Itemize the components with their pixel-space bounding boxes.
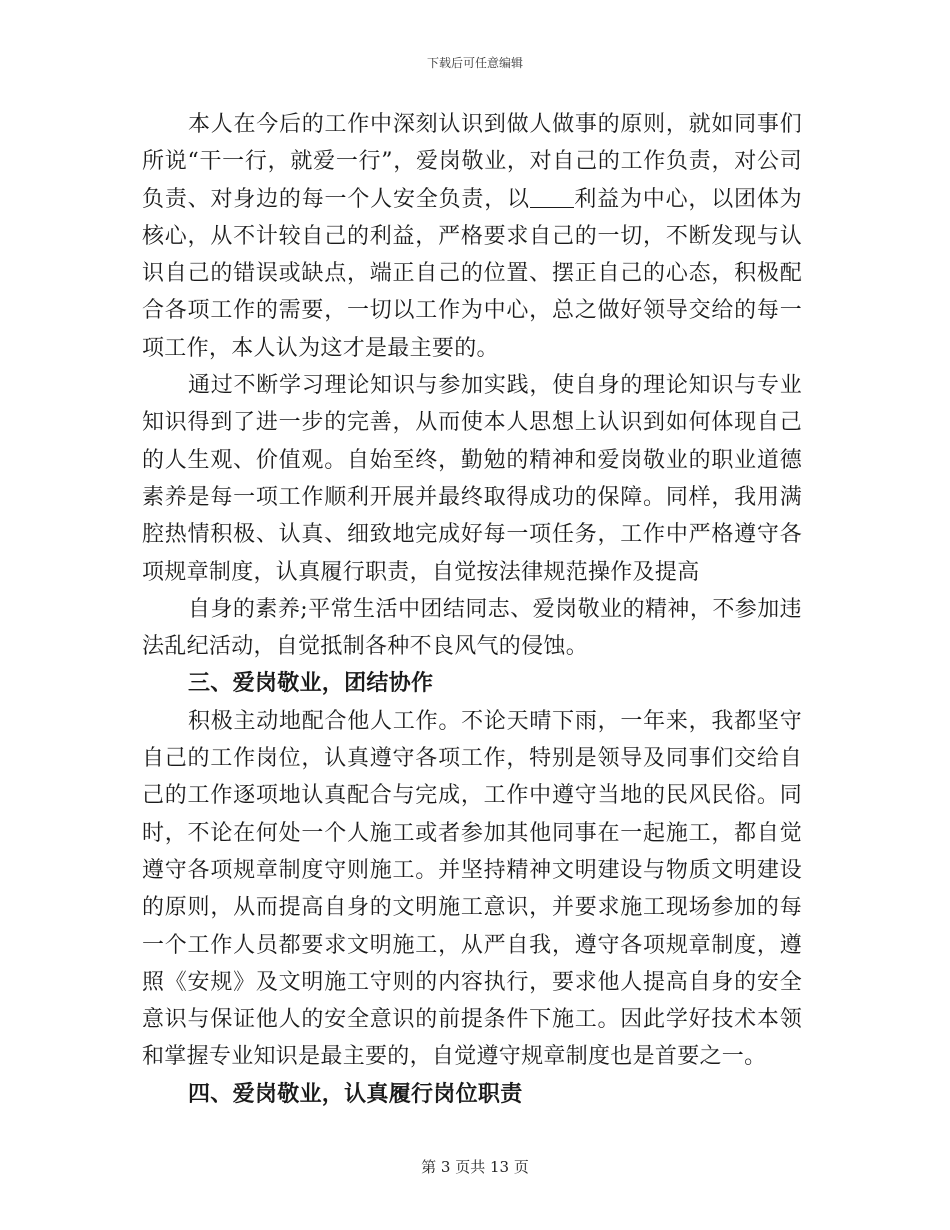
paragraph-1-part-b: 利益为中心，以团体为核心，从不计较自己的利益，严格要求自己的一切，不断发现与认识自己的错误或缺点，端正自己的位置、摆正自己的心态，积极配合各项工作的需要，一切以工作为中心，总之做好领导交给的每一项工作，本人认为这才是最主要的。	[142, 186, 802, 361]
paragraph-1	[142, 106, 802, 367]
page-header: 下载后可任意编辑	[426, 56, 523, 70]
paragraph-4: 积极主动地配合他人工作。不论天晴下雨，一年来，我都坚守自己的工作岗位，认真遵守各项工作，特别是领导及同事们交给自己的工作逐项地认真配合与完成，工作中遵守当地的民风民俗。同时，不论在何处一个人施工或者参加其他同事在一起施工，都自觉遵守各项规章制度守则施工。并坚持精神文明建设与物质文明建设的原则，从而提高自身的文明施工意识，并要求施工现场参加的每一个工作人员都要求文明施工，从严自我，遵守各项规章制度，遵照《安规》及文明施工守则的内容执行，要求他人提高自身的安全意识与保证他人的安全意识的前提条件下施工。因此学好技术本领和掌握专业知识是最主要的，自觉遵守规章制度也是首要之一。	[142, 708, 802, 1070]
fill-in-blank	[530, 187, 574, 208]
paragraph-2: 通过不断学习理论知识与参加实践，使自身的理论知识与专业知识得到了进一步的完善，从而使本人思想上认识到如何体现自己的人生观、价值观。自始至终，勤勉的精神和爱岗敬业的职业道德素养是每一项工作顺利开展并最终取得成功的保障。同样，我用满腔热情积极、认真、细致地完成好每一项任务，工作中严格遵守各项规章制度，认真履行职责，自觉按法律规范操作及提高	[142, 373, 802, 585]
page-footer: 第 3 页共 13 页	[421, 1158, 529, 1176]
paragraph-1-part-a: 本人在今后的工作中深刻认识到做人做事的原则，就如同事们所说“干一行，就爱一行”，爱岗敬业，对自己的工作负责，对公司负责、对身边的每一个人安全负责，以	[142, 112, 802, 212]
section-heading-3: 三、爱岗敬业，团结协作	[188, 670, 434, 697]
document-body	[142, 106, 802, 1113]
section-heading-4: 四、爱岗敬业，认真履行岗位职责	[188, 1080, 523, 1107]
paragraph-3: 自身的素养;平常生活中团结同志、爱岗敬业的精神，不参加违法乱纪活动，自觉抵制各种不良风气的侵蚀。	[142, 596, 802, 660]
